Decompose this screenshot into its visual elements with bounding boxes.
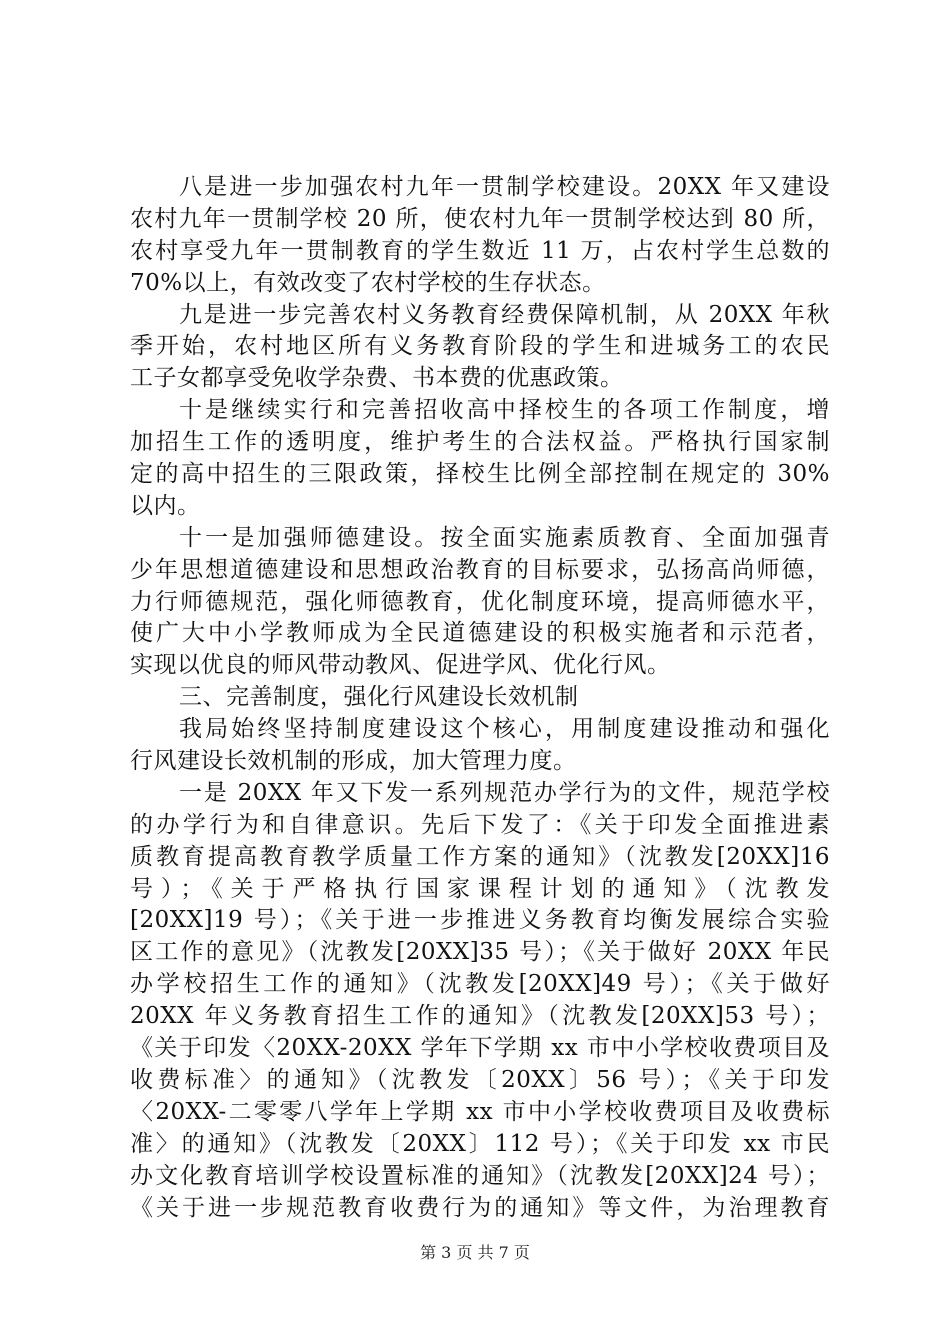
text-line: 三、完善制度，强化行风建设长效机制 — [179, 684, 579, 711]
page-footer: 第 3 页 共 7 页 — [420, 1243, 530, 1262]
text-line: 十一是加强师德建设。按全面实施素质教育、全面加强青 — [179, 524, 830, 551]
text-line: 力行师德规范，强化师德教育，优化制度环境，提高师德水平， — [130, 588, 830, 615]
text-line: 农村九年一贯制学校 20 所，使农村九年一贯制学校达到 80 所， — [130, 205, 830, 232]
text-line: 《关于印发〈20XX-20XX 学年下学期 xx 市中小学校收费项目及 — [130, 1035, 830, 1062]
text-line: 实现以优良的师风带动教风、促进学风、优化行风。 — [130, 652, 671, 679]
text-line: 加招生工作的透明度，维护考生的合法权益。严格执行国家制 — [130, 429, 830, 456]
text-line: 收费标准〉的通知》（沈教发〔20XX〕56 号）；《关于印发 — [130, 1066, 830, 1093]
text-line: 我局始终坚持制度建设这个核心，用制度建设推动和强化 — [179, 716, 830, 743]
text-line: 办文化教育培训学校设置标准的通知》（沈教发[20XX]24 号）； — [130, 1162, 830, 1189]
text-line: 70%以上，有效改变了农村学校的生存状态。 — [130, 269, 606, 296]
text-line: 质教育提高教育教学质量工作方案的通知》（沈教发[20XX]16 — [130, 843, 830, 870]
text-line: 的办学行为和自律意识。先后下发了：《关于印发全面推进素 — [130, 811, 830, 838]
text-line: 定的高中招生的三限政策，择校生比例全部控制在规定的 30% — [130, 461, 830, 488]
text-line: 一是 20XX 年又下发一系列规范办学行为的文件，规范学校 — [179, 779, 830, 806]
text-line: 20XX 年义务教育招生工作的通知》（沈教发[20XX]53 号）； — [130, 1003, 830, 1030]
text-line: 办学校招生工作的通知》（沈教发[20XX]49 号）；《关于做好 — [130, 971, 830, 998]
text-line: [20XX]19 号）；《关于进一步推进义务教育均衡发展综合实验 — [130, 907, 830, 934]
text-line: 十是继续实行和完善招收高中择校生的各项工作制度，增 — [179, 397, 830, 424]
text-line: 使广大中小学教师成为全民道德建设的积极实施者和示范者， — [130, 620, 830, 647]
text-line: 八是进一步加强农村九年一贯制学校建设。20XX 年又建设 — [179, 174, 830, 200]
text-line: 九是进一步完善农村义务教育经费保障机制，从 20XX 年秋 — [179, 301, 830, 328]
text-line: 〈20XX-二零零八学年上学期 xx 市中小学校收费项目及收费标 — [130, 1098, 830, 1125]
text-line: 行风建设长效机制的形成，加大管理力度。 — [130, 748, 577, 775]
text-line: 区工作的意见》（沈教发[20XX]35 号）；《关于做好 20XX 年民 — [130, 939, 830, 966]
document-body — [130, 172, 830, 1224]
text-line: 准〉的通知》（沈教发〔20XX〕112 号）；《关于印发 xx 市民 — [130, 1130, 830, 1157]
text-line: 季开始，农村地区所有义务教育阶段的学生和进城务工的农民 — [130, 333, 830, 360]
text-line: 《关于进一步规范教育收费行为的通知》等文件，为治理教育 — [130, 1194, 830, 1221]
text-line: 农村享受九年一贯制教育的学生数近 11 万，占农村学生总数的 — [130, 237, 830, 264]
text-line: 少年思想道德建设和思想政治教育的目标要求，弘扬高尚师德， — [130, 556, 830, 583]
text-line: 号）；《关于严格执行国家课程计划的通知》（沈教发 — [130, 875, 830, 902]
text-line: 工子女都享受免收学杂费、书本费的优惠政策。 — [130, 365, 624, 392]
text-line: 以内。 — [130, 492, 201, 519]
